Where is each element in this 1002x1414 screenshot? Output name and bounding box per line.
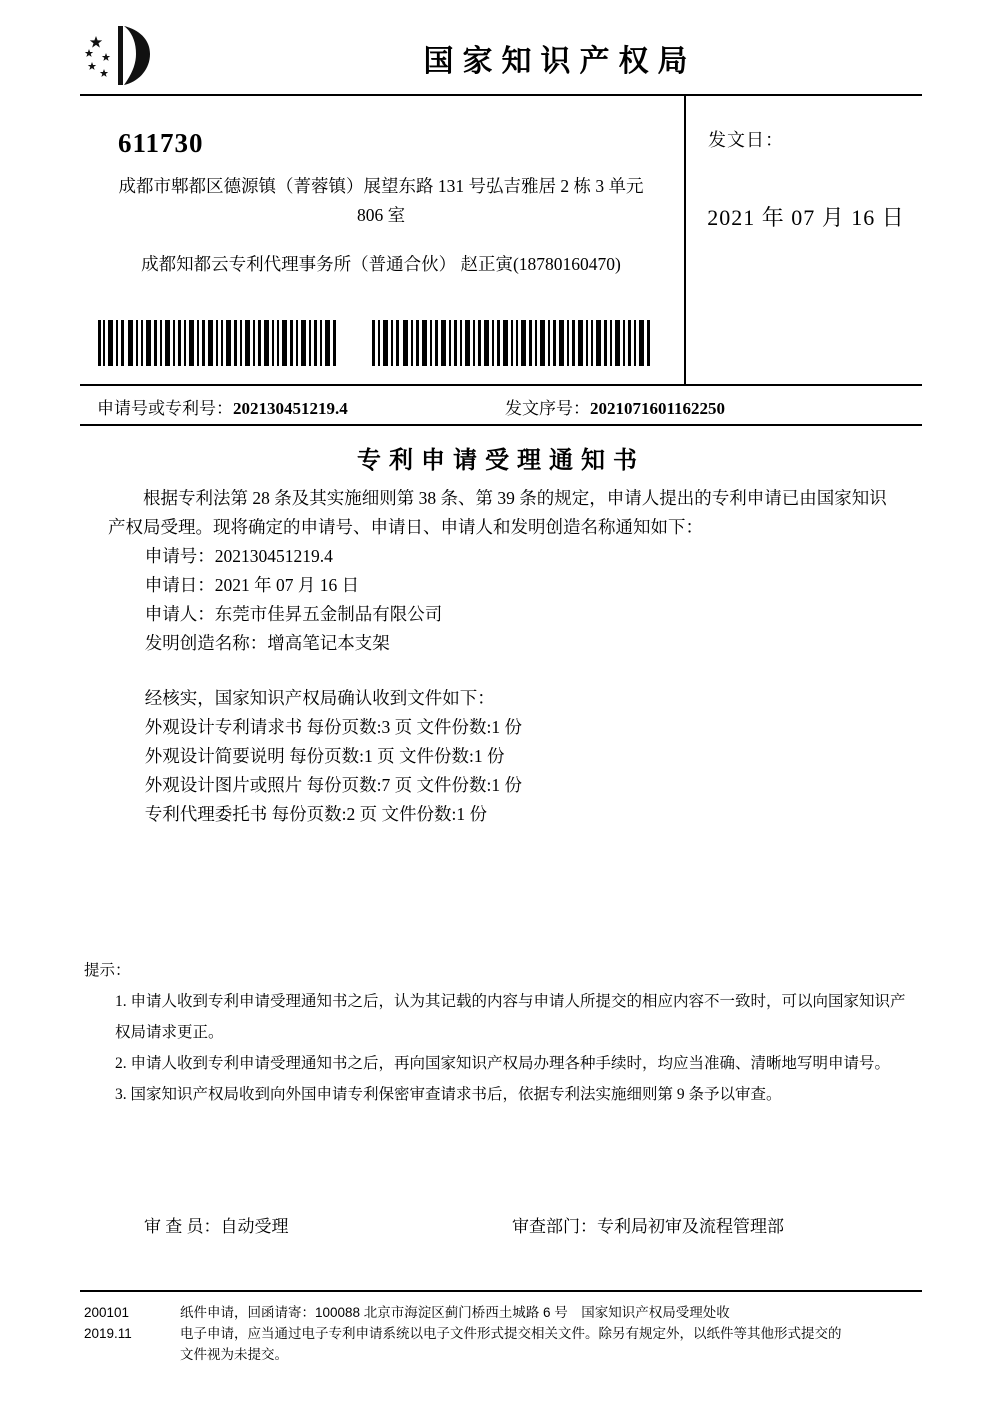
note-item: 2. 申请人收到专利申请受理通知书之后，再向国家知识产权局办理各种手续时，均应当准确、清晰地写明申请号。: [115, 1055, 891, 1072]
page-title: 专利申请受理通知书: [357, 448, 645, 474]
application-number-field: [97, 394, 348, 419]
document-item: 外观设计简要说明 每份页数:1 页 文件份数:1 份: [144, 746, 505, 766]
numbers-row-divider: [80, 424, 922, 426]
documents-received-intro: 经核实，国家知识产权局确认收到文件如下：: [144, 688, 495, 708]
department-value: 专利局初审及流程管理部: [597, 1217, 784, 1236]
examiner-field: [144, 1212, 289, 1237]
dispatch-date-box: [686, 96, 922, 384]
department-label: 审查部门：: [512, 1217, 597, 1236]
field-applicant: 申请人：东莞市佳昇五金制品有限公司: [144, 604, 443, 624]
note-item: 1. 申请人收到专利申请受理通知书之后，认为其记载的内容与申请人所提交的相应内容不一致时，可以向国家知识产权局请求更正。: [115, 993, 906, 1041]
recipient-address-line-1: [98, 172, 664, 230]
footer-divider: [80, 1290, 922, 1292]
note-item: 3. 国家知识产权局收到向外国申请专利保密审查请求书后，依据专利法实施细则第 9 条予以审查。: [115, 1086, 782, 1103]
serial-number: 611730: [118, 128, 204, 158]
field-invention-title: 发明创造名称：增高笔记本支架: [144, 633, 390, 653]
field-application-date: 申请日：2021 年 07 月 16 日: [144, 575, 360, 595]
document-item: 外观设计图片或照片 每份页数:7 页 文件份数:1 份: [144, 775, 522, 795]
barcode-dispatch-number: [372, 320, 654, 366]
dispatch-date-label: 发文日：: [708, 130, 784, 150]
dispatch-number-field: [505, 394, 725, 419]
footer-code-1: 200101: [84, 1305, 130, 1320]
department-field: [512, 1212, 784, 1237]
footer-code-2: 2019.11: [84, 1326, 132, 1341]
footer-codes: [84, 1302, 174, 1344]
dispatch-date-value: 2021 年 07 月 16 日: [707, 205, 905, 230]
recipient-address-text-2: 806 室: [356, 205, 406, 225]
application-number-value: 202130451219.4: [233, 399, 348, 418]
numbers-row: [80, 386, 922, 424]
body-paragraph-1: 根据专利法第 28 条及其实施细则第 38 条、第 39 条的规定，申请人提出的专利申请已由国家知识产权局受理。现将确定的申请号、申请日、申请人和发明创造名称通知如下：: [108, 488, 887, 537]
dispatch-number-label: 发文序号：: [505, 399, 590, 418]
recipient-agency-line: 成都知都云专利代理事务所（普通合伙） 赵正寅(18780160470): [141, 254, 621, 274]
dispatch-number-value: 2021071601162250: [590, 399, 726, 418]
footer-line-1: 纸件申请，回函请寄：100088 北京市海淀区蓟门桥西土城路 6 号 国家知识产权局受理处收: [180, 1305, 730, 1320]
organization-title: 国家知识产权局: [423, 45, 697, 78]
document-item: 专利代理委托书 每份页数:2 页 文件份数:1 份: [144, 804, 487, 824]
document-header: [80, 20, 922, 92]
footer-text: [180, 1302, 920, 1365]
footer-line-2: 电子申请，应当通过电子专利申请系统以电子文件形式提交相关文件。除另有规定外，以纸件等其他形式提交的: [180, 1326, 842, 1341]
field-application-number: 申请号：202130451219.4: [144, 546, 333, 566]
body-spacer: [108, 658, 898, 684]
footer-line-3: 文件视为未提交。: [180, 1347, 288, 1362]
barcode-application-number: [98, 320, 336, 366]
recipient-address-text: 成都市郫都区德源镇（菁蓉镇）展望东路 131 号弘吉雅居 2 栋 3 单元: [118, 176, 644, 196]
document-item: 外观设计专利请求书 每份页数:3 页 文件份数:1 份: [144, 717, 522, 737]
application-number-label: 申请号或专利号：: [97, 399, 233, 418]
examiner-label: 审 查 员：: [144, 1217, 221, 1236]
examiner-value: 自动受理: [220, 1217, 289, 1236]
notes-title: 提示：: [84, 962, 131, 979]
document-body: [108, 484, 898, 829]
notes-section: [84, 955, 914, 1110]
cnipa-emblem-icon: [80, 22, 168, 88]
